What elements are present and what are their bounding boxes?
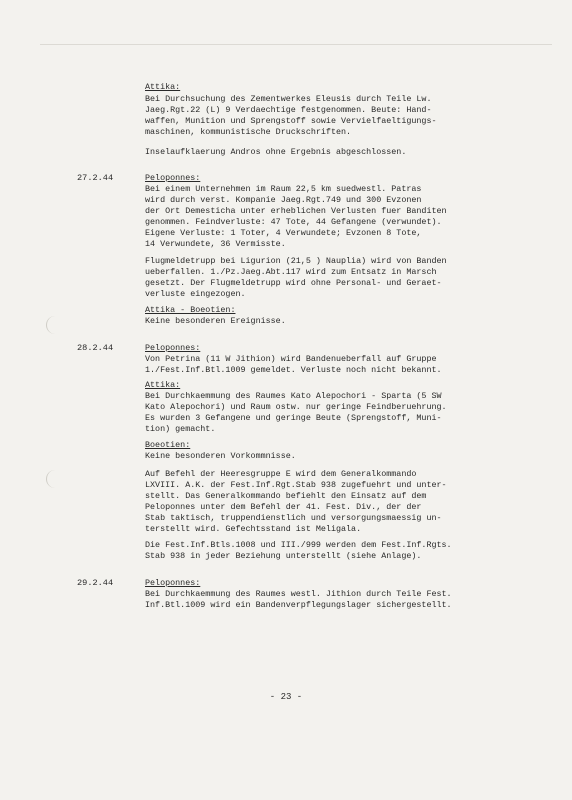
page-number: - 23 -	[269, 692, 303, 702]
text-line: verluste eingezogen.	[145, 289, 246, 299]
entry-date: 27.2.44	[77, 173, 114, 183]
section-heading: Boeotien:	[145, 440, 191, 450]
punch-hole-mark	[46, 316, 57, 334]
text-line: Auf Befehl der Heeresgruppe E wird dem Generalkommando	[145, 469, 417, 479]
entry-date: 29.2.44	[77, 578, 114, 588]
section-heading: Attika:	[145, 82, 181, 92]
text-line: genommen. Feindverluste: 47 Tote, 44 Gefangene (verwundet).	[145, 217, 442, 227]
section-heading: Attika - Boeotien:	[145, 305, 236, 315]
text-line: terstellt wird. Gefechtsstand ist Meligala.	[145, 524, 362, 534]
text-line: gesetzt. Der Flugmeldetrupp wird ohne Personal- und Geraet-	[145, 278, 442, 288]
text-line: maschinen, kommunistische Druckschriften.	[145, 127, 352, 137]
text-line: Flugmeldetrupp bei Ligurion (21,5 ) Nauplia) wird von Banden	[145, 256, 447, 266]
text-line: Peloponnes unter dem Befehl der 41. Fest. Div., der der	[145, 502, 422, 512]
text-line: Bei Durchkaemmung des Raumes Kato Alepochori - Sparta (5 SW	[145, 391, 442, 401]
text-line: Stab 938 in jeder Beziehung unterstellt (siehe Anlage).	[145, 551, 422, 561]
text-line: Inf.Btl.1009 wird ein Bandenverpflegungslager sichergestellt.	[145, 600, 452, 610]
text-line: tion) gemacht.	[145, 424, 216, 434]
text-line: 14 Verwundete, 36 Vermisste.	[145, 239, 286, 249]
text-line: Inselaufklaerung Andros ohne Ergebnis abgeschlossen.	[145, 147, 407, 157]
text-line: Es wurden 3 Gefangene und geringe Beute (Sprengstoff, Muni-	[145, 413, 442, 423]
text-line: LXVIII. A.K. der Fest.Inf.Rgt.Stab 938 zugefuehrt und unter-	[145, 480, 447, 490]
text-line: Bei Durchkaemmung des Raumes westl. Jithion durch Teile Fest.	[145, 589, 452, 599]
text-line: Kato Alepochori) und Raum ostw. nur geringe Feindberuehrung.	[145, 402, 447, 412]
text-line: waffen, Munition und Sprengstoff sowie Vervielfaeltigungs-	[145, 116, 437, 126]
text-line: ueberfallen. 1./Pz.Jaeg.Abt.117 wird zum Entsatz in Marsch	[145, 267, 437, 277]
page-top-rule	[40, 44, 552, 45]
text-line: Jaeg.Rgt.22 (L) 9 Verdaechtige festgenommen. Beute: Hand-	[145, 105, 432, 115]
punch-hole-mark	[46, 470, 57, 488]
text-line: Bei einem Unternehmen im Raum 22,5 km suedwestl. Patras	[145, 184, 422, 194]
text-line: stellt. Das Generalkommando befiehlt den Einsatz auf dem	[145, 491, 427, 501]
text-line: Keine besonderen Vorkommnisse.	[145, 451, 296, 461]
text-line: Die Fest.Inf.Btls.1008 und III./999 werden dem Fest.Inf.Rgts.	[145, 540, 452, 550]
text-line: Keine besonderen Ereignisse.	[145, 316, 286, 326]
text-line: Von Petrina (11 W Jithion) wird Bandenueberfall auf Gruppe	[145, 354, 437, 364]
text-line: wird durch verst. Kompanie Jaeg.Rgt.749 und 300 Evzonen	[145, 195, 422, 205]
section-heading: Peloponnes:	[145, 343, 201, 353]
section-heading: Peloponnes:	[145, 578, 201, 588]
entry-date: 28.2.44	[77, 343, 114, 353]
text-line: Eigene Verluste: 1 Toter, 4 Verwundete; Evzonen 8 Tote,	[145, 228, 422, 238]
text-line: Bei Durchsuchung des Zementwerkes Eleusis durch Teile Lw.	[145, 94, 432, 104]
section-heading: Attika:	[145, 380, 181, 390]
text-line: der Ort Demesticha unter erheblichen Verlusten fuer Banditen	[145, 206, 447, 216]
text-line: Stab taktisch, truppendienstlich und versorgungsmaessig un-	[145, 513, 442, 523]
section-heading: Peloponnes:	[145, 173, 201, 183]
text-line: 1./Fest.Inf.Btl.1009 gemeldet. Verluste noch nicht bekannt.	[145, 365, 442, 375]
